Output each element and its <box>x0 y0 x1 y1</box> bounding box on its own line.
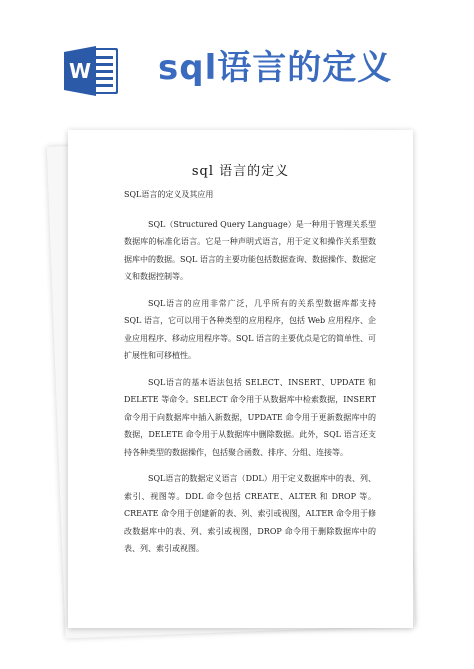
word-icon-letter: W <box>68 59 92 83</box>
document-title: sql 语言的定义 <box>191 164 290 179</box>
document-page <box>68 130 413 628</box>
document-body <box>124 186 376 567</box>
word-document-icon <box>62 42 122 100</box>
paragraph: SQL语言的应用非常广泛，几乎所有的关系型数据库都支持 SQL 语言，它可以用于各种类型的应用程序，包括 Web 应用程序、企业应用程序、移动应用程序等。SQL 语言的主要优点是它的简单性、可扩展性和可移植性。 <box>124 298 376 360</box>
paragraph: SQL（Structured Query Language）是一种用于管理关系型数据库的标准化语言。它是一种声明式语言，用于定义和操作关系型数据库中的数据。SQL 语言的主要功能包括数据查询、数据操作、数据定义和数据控制等。 <box>124 219 376 281</box>
page-title: sql语言的定义 <box>158 48 393 88</box>
section-heading: SQL语言的定义及其应用 <box>124 190 214 199</box>
paragraph: SQL语言的基本语法包括 SELECT、INSERT、UPDATE 和 DELETE 等命令。SELECT 命令用于从数据库中检索数据，INSERT 命令用于向数据库中插入新数据，UPDATE 命令用于更新数据库中的数据，DELETE 命令用于从数据库中删除数据。此外，SQL 语言还支持各种类型的数据操作，包括聚合函数、排序、分组、连接等。 <box>124 377 376 457</box>
header-banner <box>0 0 474 120</box>
paragraph: SQL语言的数据定义语言（DDL）用于定义数据库中的表、列、索引、视图等。DDL 命令包括 CREATE、ALTER 和 DROP 等。CREATE 命令用于创建新的表、列、索引或视图，ALTER 命令用于修改数据库中的表、列、索引或视图，DROP 命令用于删除数据库中的表、列、索引或视图。 <box>124 474 376 553</box>
